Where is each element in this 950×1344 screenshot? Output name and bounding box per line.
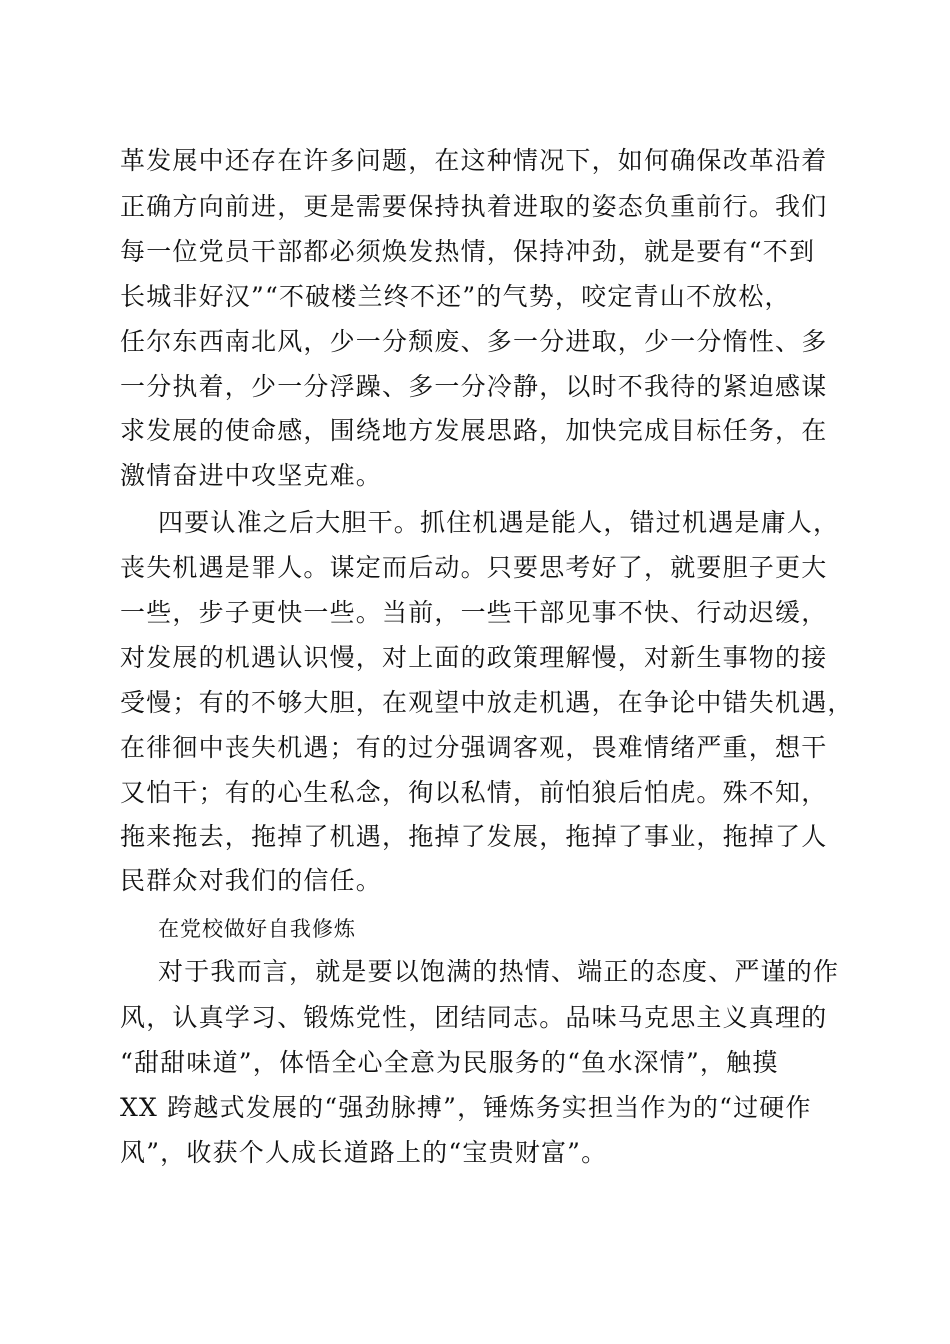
body-text-line: 革发展中还存在许多问题，在这种情况下，如何确保改革沿着 bbox=[120, 146, 828, 175]
body-text-line: 在徘徊中丧失机遇；有的过分强调客观，畏难情绪严重，想干 bbox=[120, 733, 828, 762]
body-text-line: “甜甜味道”，体悟全心全意为民服务的“鱼水深情”，触摸 bbox=[120, 1048, 779, 1077]
body-text-line: 风”，收获个人成长道路上的“宝贵财富”。 bbox=[120, 1138, 608, 1167]
body-text-line: 长城非好汉”“不破楼兰终不还”的气势，咬定青山不放松， bbox=[120, 282, 791, 311]
body-text-line: 一些，步子更快一些。当前，一些干部见事不快、行动迟缓， bbox=[120, 598, 828, 627]
body-text-line: 民群众对我们的信任。 bbox=[120, 866, 383, 895]
body-text-line: 又怕干；有的心生私念，徇以私情，前怕狼后怕虎。殊不知， bbox=[120, 778, 828, 807]
body-text-line: 每一位党员干部都必须焕发热情，保持冲劲，就是要有“不到 bbox=[120, 237, 816, 266]
body-text-line: 受慢；有的不够大胆，在观望中放走机遇，在争论中错失机遇， bbox=[120, 688, 854, 717]
section-heading: 在党校做好自我修炼 bbox=[158, 917, 356, 941]
body-text-line: 对发展的机遇认识慢，对上面的政策理解慢，对新生事物的接 bbox=[120, 643, 828, 672]
body-text-line: 激情奋进中攻坚克难。 bbox=[120, 461, 383, 490]
body-text-line: 一分执着，少一分浮躁、多一分冷静，以时不我待的紧迫感谋 bbox=[120, 372, 828, 401]
body-text-line: 任尔东西南北风，少一分颓废、多一分进取，少一分惰性、多 bbox=[120, 327, 828, 356]
paragraph-first-line: 对于我而言，就是要以饱满的热情、端正的态度、严谨的作 bbox=[158, 957, 840, 986]
body-text-line: 正确方向前进，更是需要保持执着进取的姿态负重前行。我们 bbox=[120, 192, 828, 221]
body-text-line: 风，认真学习、锻炼党性，团结同志。品味马克思主义真理的 bbox=[120, 1003, 828, 1032]
body-text-line: XX 跨越式发展的“强劲脉搏”，锤炼务实担当作为的“过硬作 bbox=[120, 1093, 812, 1122]
body-text-line: 丧失机遇是罪人。谋定而后动。只要思考好了，就要胆子更大 bbox=[120, 553, 828, 582]
paragraph-first-line: 四要认准之后大胆干。抓住机遇是能人，错过机遇是庸人， bbox=[158, 508, 840, 537]
body-text-line: 拖来拖去，拖掉了机遇，拖掉了发展，拖掉了事业，拖掉了人 bbox=[120, 822, 828, 851]
body-text-line: 求发展的使命感，围绕地方发展思路，加快完成目标任务，在 bbox=[120, 416, 828, 445]
